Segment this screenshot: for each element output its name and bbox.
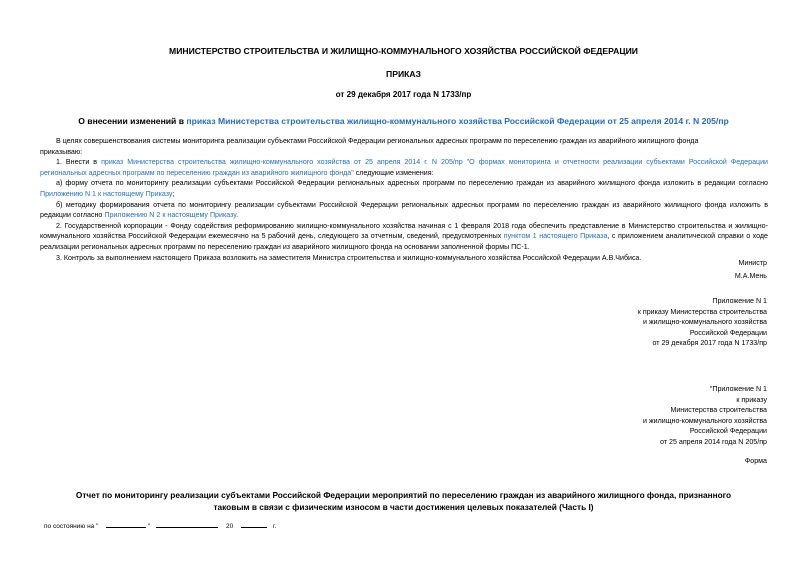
report-title-line1: Отчет по мониторингу реализации субъектами Российской Федерации мероприятий по переселению граждан из аварийного жилищного фонда, признанного <box>75 490 732 500</box>
paragraph-b <box>40 200 768 221</box>
report-title <box>0 489 807 513</box>
paragraph-1 <box>40 157 768 178</box>
as-of-date-row <box>44 520 276 530</box>
doc-date-number: от 29 декабря 2017 года N 1733/пр <box>335 90 472 99</box>
appendix-1-block <box>507 296 767 349</box>
appendix-2-line: Министерства строительства <box>670 406 767 415</box>
appendix-1-line: и жилищно-коммунального хозяйства <box>642 318 767 327</box>
form-label: Форма <box>744 457 767 465</box>
appendix-2-line: от 25 апреля 2014 года N 205/пр <box>660 437 767 446</box>
appendix-1-line: Приложение N 1 <box>712 297 767 305</box>
appendix-1-line: Российской Федерации <box>689 328 767 337</box>
appendix-2-line: "Приложение N 1 <box>709 385 767 393</box>
doc-title-link[interactable]: приказ Министерства строительства жилищно-коммунального хозяйства Российской Федерации от 25 апреля 2014 г. N 205/пр <box>186 116 729 126</box>
signature-position: Министр <box>738 259 767 267</box>
report-title-line2: таковым в связи с физическим износом в части достижения целевых показателей (Часть I) <box>213 502 594 512</box>
p1-start: 1. Внести в <box>56 158 102 167</box>
appendix-1-line: от 29 декабря 2017 года N 1733/пр <box>652 339 767 348</box>
ministry-heading: МИНИСТЕРСТВО СТРОИТЕЛЬСТВА И ЖИЛИЩНО-КОММУНАЛЬНОГО ХОЗЯЙСТВА РОССИЙСКОЙ ФЕДЕРАЦИИ <box>169 46 638 56</box>
month-field[interactable] <box>156 520 218 528</box>
day-quote: " <box>148 523 151 530</box>
appendix-2-line: Российской Федерации <box>689 427 767 436</box>
appendix-2-block <box>507 384 767 448</box>
doc-type: ПРИКАЗ <box>386 69 421 79</box>
appendix-2-line: к приказу <box>736 395 767 404</box>
order-word: приказываю: <box>40 147 83 156</box>
day-field[interactable] <box>106 520 146 528</box>
intro-paragraph: В целях совершенствования системы мониторинга реализации субъектами Российской Федерации региональных адресных программ по переселению граждан из аварийного жилищного фонда <box>56 137 699 145</box>
appendix-1-line: к приказу Министерства строительства <box>637 307 767 316</box>
appendix-2-line: и жилищно-коммунального хозяйства <box>642 416 767 425</box>
paragraph-3: 3. Контроль за выполнением настоящего Приказа возложить на заместителя Министра строительства и жилищно-коммунального хозяйства Российской Федерации А.В.Чибиса. <box>56 253 642 262</box>
pb-text: б) методику формирования отчета по мониторингу реализации субъектами Российской Федерации региональных адресных программ по переселению граждан из аварийного жилищного фонда изложить в редакции согласно <box>40 200 768 220</box>
p1-order-link[interactable]: приказ Министерства строительства жилищно-коммунального хозяйства от 25 апреля 2014 г. N 205/пр "О формах мониторинга и отчетности реализации субъектами Российской Федерации региональных адресных программ по переселению граждан из аварийного жилищного фонда" <box>40 158 769 177</box>
paragraph-2 <box>40 221 768 253</box>
body-text <box>40 136 768 263</box>
pa-appendix-link[interactable]: Приложению N 1 к настоящему Приказу <box>40 189 173 198</box>
year-suffix: г. <box>272 523 277 530</box>
p1-end: следующие изменения: <box>353 168 434 177</box>
pb-appendix-link[interactable]: Приложению N 2 к настоящему Приказу <box>104 211 237 220</box>
pb-end: . <box>236 211 239 220</box>
p2-end: , с приложением аналитической справки о ходе реализации региональных адресных программ по переселению граждан из аварийного жилищного фонда на основании заполненной формы ПС-1. <box>40 232 768 251</box>
doc-title-prefix: О внесении изменений в <box>78 116 187 126</box>
pa-text: а) форму отчета по мониторингу реализации субъектами Российской Федерации региональных адресных программ по переселению граждан из аварийного жилищного фонда изложить в редакции согласно <box>56 179 768 188</box>
year-field[interactable] <box>241 520 267 528</box>
p2-point-link[interactable]: пунктом 1 настоящего Приказа <box>503 232 608 241</box>
pa-end: ; <box>172 189 175 198</box>
as-of-label: по состоянию на " <box>44 523 99 530</box>
signature-name: М.А.Мень <box>734 271 767 280</box>
year-prefix: 20 <box>225 523 234 530</box>
p2-text: 2. Государственной корпорации - Фонду содействия реформированию жилищно-коммунального хозяйства начиная с 1 февраля 2018 года обеспечить представление в Министерство строительства и жилищно-коммунального хозяйства Российской Федерации ежемесячно на 5 рабочий день, следующего за отчетным, сведений, предусмотренных <box>40 221 768 241</box>
doc-title <box>0 116 807 126</box>
signature-block <box>567 258 767 281</box>
paragraph-a <box>40 178 768 199</box>
